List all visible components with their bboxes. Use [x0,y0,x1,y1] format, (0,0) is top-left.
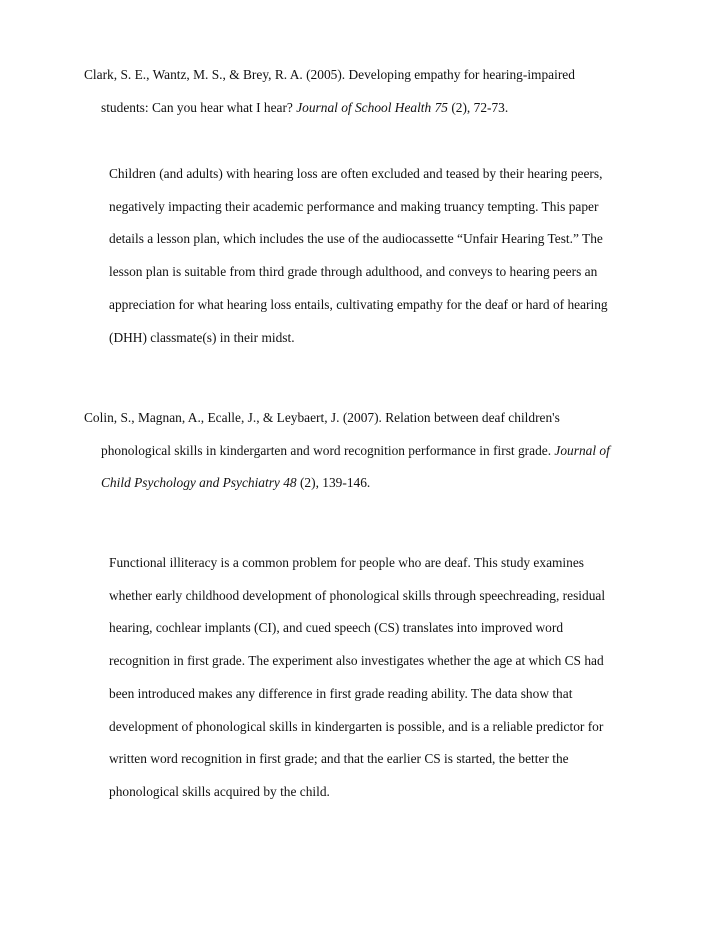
abstract-line: lesson plan is suitable from third grade through adulthood, and conveys to hearing peers an [109,264,598,279]
abstract-line: (DHH) classmate(s) in their midst. [109,330,295,345]
citation-text: students: Can you hear what I hear? [101,100,297,115]
citation-line [101,475,370,491]
abstract-line: been introduced makes any difference in first grade reading ability. The data show that [109,686,573,701]
abstract-line: development of phonological skills in kindergarten is possible, and is a reliable predictor for [109,719,604,734]
citation-line: Clark, S. E., Wantz, M. S., & Brey, R. A. (2005). Developing empathy for hearing-impaired [84,67,575,82]
abstract-line: whether early childhood development of phonological skills through speechreading, residual [109,588,606,603]
citation-line [101,100,508,116]
abstract-line: written word recognition in first grade; and that the earlier CS is started, the better the [109,751,569,766]
abstract-line: negatively impacting their academic performance and making truancy tempting. This paper [109,199,599,214]
abstract-line: Functional illiteracy is a common problem for people who are deaf. This study examines [109,555,584,570]
journal-title: Journal of School Health 75 [296,100,448,115]
abstract-line: hearing, cochlear implants (CI), and cued speech (CS) translates into improved word [109,620,564,635]
abstract-line: phonological skills acquired by the child. [109,784,330,799]
citation-text: (2), 72-73. [447,100,509,115]
abstract-line: details a lesson plan, which includes the use of the audiocassette “Unfair Hearing Test.” The [109,231,603,246]
citation-text: (2), 139-146. [296,475,371,490]
abstract-line: appreciation for what hearing loss entails, cultivating empathy for the deaf or hard of hearing [109,297,608,312]
citation-line [101,443,610,459]
journal-title: Journal of [554,443,610,458]
abstract-line: recognition in first grade. The experiment also investigates whether the age at which CS had [109,653,604,668]
abstract-line: Children (and adults) with hearing loss are often excluded and teased by their hearing peers, [109,166,603,181]
citation-text: phonological skills in kindergarten and word recognition performance in first grade. [101,443,555,458]
citation-line: Colin, S., Magnan, A., Ecalle, J., & Leybaert, J. (2007). Relation between deaf children's [84,410,560,425]
journal-title: Child Psychology and Psychiatry 48 [101,475,297,490]
